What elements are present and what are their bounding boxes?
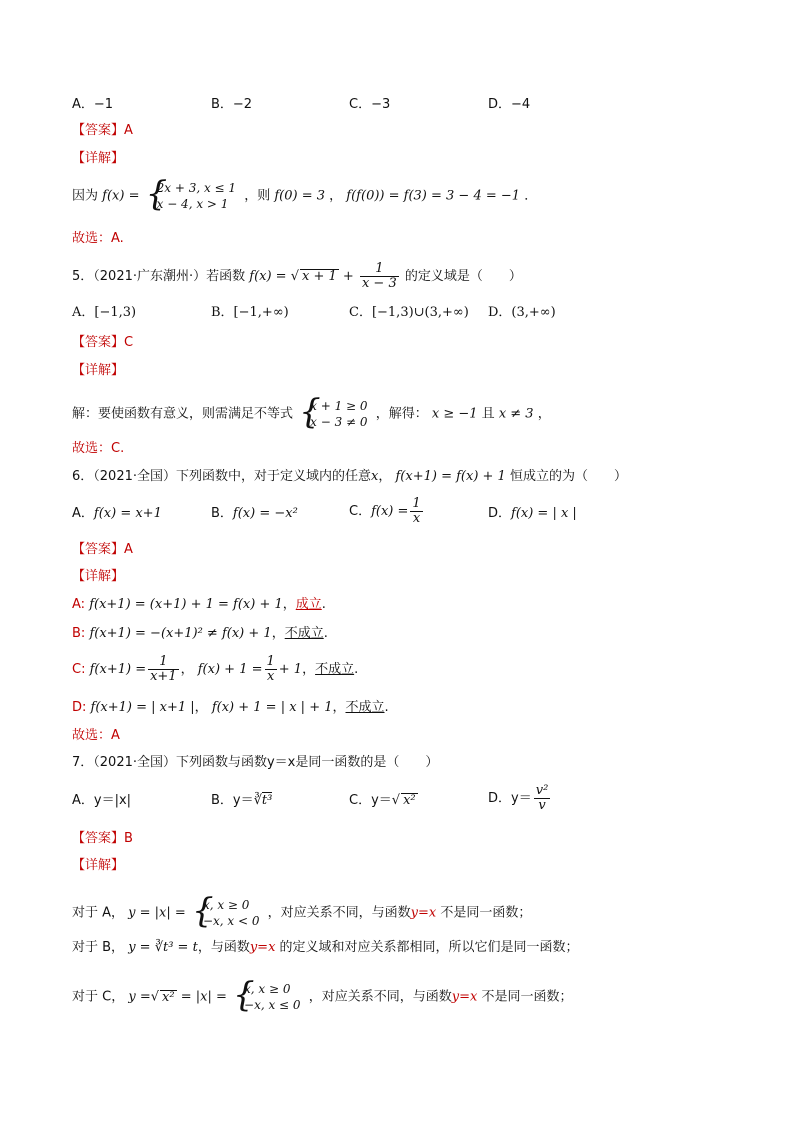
- option-label: B．: [211, 506, 233, 521]
- q5-answer: [72, 334, 133, 352]
- answer-value: A: [124, 542, 133, 557]
- math-fraction: [148, 655, 179, 684]
- detail-text: ，: [537, 406, 551, 422]
- detail-item-label: D:: [72, 700, 87, 715]
- q7-detail-b: [72, 939, 579, 957]
- detail-item-label: C:: [72, 662, 86, 677]
- q5-detail-line: [72, 398, 551, 430]
- option-label: C．y＝: [349, 793, 392, 808]
- q6-detail-b: [72, 625, 328, 643]
- q6-stem: [72, 468, 627, 486]
- math-fraction: [534, 784, 551, 813]
- piecewise-case-2: x − 4, x > 1: [156, 197, 229, 211]
- option-label: B．y＝: [211, 793, 254, 808]
- sqrt-icon: √: [150, 989, 160, 1005]
- math-plus: +: [342, 269, 354, 284]
- frac-den: x: [412, 511, 421, 526]
- frac-num: v²: [535, 783, 549, 798]
- q7-stem: 7．（2021·全国）下列函数与函数y＝x是同一函数的是（ ）: [72, 755, 439, 770]
- q7-option-a: A．y＝|x|: [72, 793, 132, 808]
- detail-text: 对于 B，: [72, 940, 125, 955]
- option-label: A．: [72, 506, 94, 521]
- option-math: t³: [261, 793, 273, 808]
- detail-math: f(x) + 1 = | x | + 1: [211, 700, 333, 715]
- q6-choice: [72, 727, 120, 745]
- q6-option-a: [72, 505, 162, 523]
- detail-math: f(x+1) = (x+1) + 1 = f(x) + 1: [89, 597, 283, 612]
- choice-text: 故选：C.: [72, 441, 125, 456]
- frac-den: x − 3: [361, 276, 397, 291]
- q7-answer: [72, 830, 133, 848]
- option-math: f(x) = | x |: [511, 506, 577, 521]
- detail-math: y = |x| =: [128, 905, 186, 921]
- answer-label: 【答案】: [72, 335, 125, 350]
- frac-num: 1: [412, 496, 421, 511]
- q4-option-c: C．−3: [349, 97, 391, 112]
- detail-text: ，: [180, 662, 194, 677]
- answer-label: 【答案】: [72, 831, 125, 846]
- math-result: x ≥ −1: [431, 406, 478, 422]
- q4-choice: [72, 230, 124, 248]
- math-fraction: [360, 262, 399, 291]
- detail-text: 对于 C，: [72, 989, 125, 1005]
- frac-num: 1: [360, 262, 399, 277]
- detail-math: f(x) + 1 =: [197, 662, 263, 677]
- detail-text: ，: [271, 626, 285, 641]
- frac-num: 1: [148, 655, 179, 670]
- q4-detail-label: 【详解】: [72, 151, 125, 166]
- q6-option-d: [488, 505, 577, 523]
- detail-text: ，: [302, 662, 316, 677]
- detail-math: = |x| =: [180, 989, 227, 1005]
- math-ff0: f(f(0)) = f(3) = 3 − 4 = −1: [346, 188, 521, 204]
- piecewise-case-1: { 2x + 3, x ≤ 1: [156, 181, 237, 195]
- detail-text: .: [321, 597, 326, 612]
- detail-text: ，对应关系不同，与函数: [267, 905, 411, 921]
- detail-text: 对于 A，: [72, 905, 125, 921]
- detail-math: x²: [162, 989, 175, 1005]
- option-math: f(x) = x+1: [93, 506, 162, 521]
- detail-item-label: B:: [72, 626, 86, 641]
- math-result: x ≠ 3: [498, 406, 534, 422]
- option-label: D．y＝: [488, 791, 532, 806]
- detail-text: .: [323, 626, 328, 641]
- q4-detail-line: [72, 180, 537, 212]
- option-math: f(x) = −x²: [232, 506, 298, 521]
- q7-detail-c: [72, 981, 572, 1013]
- piecewise-brace: [194, 897, 260, 929]
- detail-text: 的定义域和对应关系都相同，所以它们是同一函数；: [279, 940, 579, 955]
- choice-text: 故选：A: [72, 728, 120, 743]
- q7-option-b: [211, 792, 272, 810]
- q6-option-b: [211, 505, 298, 523]
- q6-detail-c: [72, 655, 358, 684]
- detail-text: 且: [481, 406, 495, 422]
- math-fx: f(x) =: [102, 188, 140, 204]
- q5-stem: 5．（2021·广东潮州·）若函数 f(x) = √ x + 1 + $\frac{1}{x - 3}$ 的定义域是（ ）: [72, 261, 522, 291]
- detail-math: + 1: [278, 662, 303, 677]
- stem-text: 的定义域是（ ）: [404, 269, 522, 284]
- detail-text: ，: [194, 700, 208, 715]
- answer-value: C: [124, 335, 134, 350]
- frac-den: x: [266, 669, 275, 684]
- detail-text: .: [384, 700, 389, 715]
- option-math: x²: [403, 793, 416, 808]
- detail-fn: y=x: [451, 989, 478, 1005]
- math-f0: f(0) = 3: [274, 188, 325, 204]
- detail-text: ，对应关系不同，与函数: [308, 989, 452, 1005]
- detail-item-label: A:: [72, 597, 86, 612]
- system-case-2: x − 3 ≠ 0: [310, 415, 368, 429]
- answer-label: 【答案】: [72, 123, 125, 138]
- math-sqrt: x + 1: [302, 269, 337, 284]
- detail-text: ，: [329, 188, 343, 204]
- q7-detail-a: [72, 897, 531, 929]
- q5-detail-label: 【详解】: [72, 363, 125, 378]
- detail-text: .: [354, 662, 359, 677]
- detail-result: 不成立: [345, 700, 385, 715]
- q4-option-b: B．−2: [211, 97, 253, 112]
- option-math: f(x) =: [371, 504, 409, 519]
- piecewise-case-1: { x, x ≥ 0: [244, 982, 291, 996]
- detail-math: f(x+1) =: [89, 662, 147, 677]
- detail-math: y =: [128, 989, 151, 1005]
- frac-num: 1: [266, 654, 275, 669]
- q5-choice: [72, 440, 124, 458]
- detail-text: ，与函数: [197, 940, 250, 955]
- detail-text: ，: [332, 700, 346, 715]
- q6-answer: [72, 541, 133, 559]
- q5-option-d: D．(3,+∞): [488, 305, 556, 320]
- detail-math: f(x+1) = | x+1 |: [90, 700, 195, 715]
- choice-text: 故选：A.: [72, 231, 124, 246]
- stem-text: 恒成立的为（ ）: [509, 469, 627, 484]
- piecewise-case-1: { x, x ≥ 0: [202, 898, 250, 912]
- piecewise-case-2: −x, x ≤ 0: [244, 998, 301, 1012]
- detail-result: 不成立: [315, 662, 355, 677]
- detail-text: ，解得：: [375, 406, 428, 422]
- q7-option-c: [349, 792, 418, 810]
- detail-result: 不成立: [284, 626, 324, 641]
- detail-math: f(x+1) = −(x+1)² ≠ f(x) + 1: [89, 626, 272, 641]
- math-fraction: [265, 655, 277, 684]
- math-var: x: [371, 469, 379, 484]
- stem-text: 5．（2021·广东潮州·）若函数: [72, 269, 246, 284]
- piecewise-case-2: −x, x < 0: [202, 914, 260, 928]
- detail-text: ，: [282, 597, 296, 612]
- q5-option-b: B．[−1,+∞): [211, 305, 289, 320]
- q7-detail-label: 【详解】: [72, 858, 125, 873]
- math-equation: f(x+1) = f(x) + 1: [395, 469, 506, 484]
- q4-option-a: A．−1: [72, 97, 114, 112]
- detail-text: ，则: [244, 188, 271, 204]
- q5-option-a: A．[−1,3): [72, 305, 137, 320]
- q6-detail-label: 【详解】: [72, 569, 125, 584]
- q5-option-c: C．[−1,3)∪(3,+∞): [349, 305, 469, 320]
- q6-option-c: [349, 497, 425, 526]
- math-fx: f(x) =: [249, 269, 287, 284]
- detail-text: 解：要使函数有意义，则需满足不等式: [72, 406, 294, 422]
- detail-text: ．: [524, 188, 538, 204]
- detail-fn: y=x: [410, 905, 437, 921]
- stem-text: 6．（2021·全国）下列函数中，对于定义域内的任意: [72, 469, 371, 484]
- q4-answer: [72, 122, 133, 140]
- detail-text: 不是同一函数；: [440, 905, 532, 921]
- detail-fn: y=x: [249, 940, 276, 955]
- system-brace: [301, 398, 367, 430]
- answer-value: B: [124, 831, 133, 846]
- q4-option-d: D．−4: [488, 97, 531, 112]
- detail-result: 成立: [295, 597, 322, 612]
- cube-root-icon: ∛: [253, 793, 262, 808]
- option-label: D．: [488, 506, 512, 521]
- frac-den: v: [538, 798, 546, 813]
- system-case-1: { x + 1 ≥ 0: [310, 399, 368, 413]
- answer-label: 【答案】: [72, 542, 125, 557]
- q6-detail-a: [72, 596, 326, 614]
- option-label: C．: [349, 504, 372, 519]
- piecewise-brace: [148, 180, 236, 212]
- frac-den: x+1: [150, 669, 177, 684]
- q7-option-d: [488, 784, 552, 813]
- q6-detail-d: [72, 699, 389, 717]
- detail-text: 因为: [72, 188, 99, 204]
- sqrt-icon: √: [391, 793, 401, 808]
- detail-math: y = ∛t³ = t: [128, 940, 198, 955]
- piecewise-brace: [235, 981, 301, 1013]
- detail-text: 不是同一函数；: [481, 989, 573, 1005]
- math-fraction: [410, 497, 422, 526]
- answer-value: A: [124, 123, 133, 138]
- stem-text: ，: [378, 469, 392, 484]
